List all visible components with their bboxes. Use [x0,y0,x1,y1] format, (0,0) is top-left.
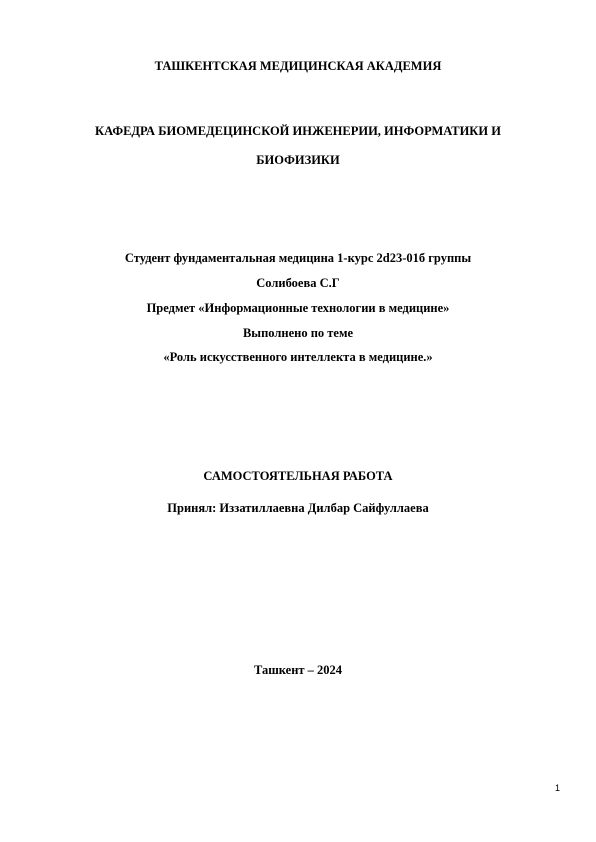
topic-line: «Роль искусственного интеллекта в медицине.» [163,350,433,364]
city-year: Ташкент – 2024 [253,663,343,677]
university-name: ТАШКЕНТСКАЯ МЕДИЦИНСКАЯ АКАДЕМИЯ [154,59,442,73]
subject-line: Предмет «Информационные технологии в медицине» [146,301,450,315]
department-name-line2: БИОФИЗИКИ [256,153,340,167]
student-info: Студент фундаментальная медицина 1-курс 2d23-01б группы [124,251,472,265]
work-type: САМОСТОЯТЕЛЬНАЯ РАБОТА [203,469,393,483]
department-name-line1: КАФЕДРА БИОМЕДЕЦИНСКОЙ ИНЖЕНЕРИИ, ИНФОРМАТИКИ И [95,124,501,138]
page-number: 1 [554,783,560,793]
accepted-by-line: Принял: Иззатиллаевна Дилбар Сайфуллаева [167,501,429,515]
student-name: Солибоева С.Г [256,276,340,290]
done-on-topic-line: Выполнено по теме [242,326,354,340]
